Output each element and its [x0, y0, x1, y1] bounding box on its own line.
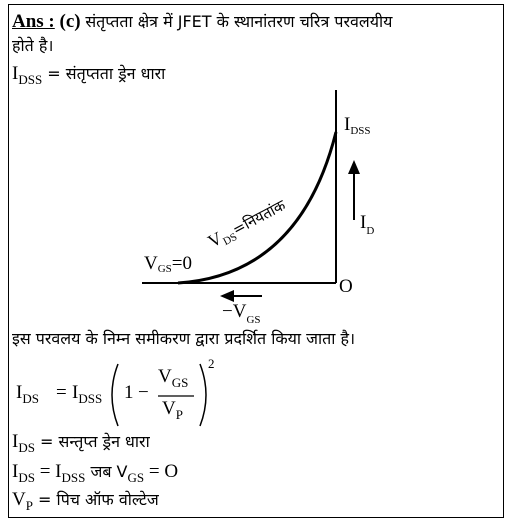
idss-meaning: = संतृप्तता ड्रेन धारा [42, 64, 166, 83]
answer-text-1: संतृप्तता क्षेत्र में JFET के स्थानांतरण चरित्र परवलयीय [85, 12, 393, 31]
formula-lhs: $I_{DS}$ [16, 382, 39, 406]
formula-power: 2 [208, 356, 215, 371]
vgs-zero-label: VGS=0 [144, 253, 193, 275]
def-vp: $V_P$ = पिच ऑफ वोल्टेज [12, 489, 159, 513]
neg-vgs-label: $-V_{GS}$ [222, 301, 261, 326]
vds-constant-label: $V_{DS}^{=नियतांक}$ [204, 195, 289, 252]
answer-label: Ans : [12, 11, 55, 32]
parabola-statement: इस परवलय के निम्न समीकरण द्वारा प्रदर्शित किया जाता है। [12, 329, 356, 348]
idss-formula [12, 356, 242, 430]
answer-line-2: होते है। [12, 36, 54, 55]
origin-label: O [339, 276, 353, 297]
formula-eq: = [56, 382, 67, 403]
idss-graph-label: $I_{DSS}$ [344, 114, 371, 137]
def-ids: $I_{DS}$ = सन्तृप्त ड्रेन धारा [12, 431, 150, 455]
formula-minus: − [138, 382, 149, 403]
formula-idss: $I_{DSS}$ [72, 382, 103, 406]
formula-one: 1 [124, 382, 134, 403]
id-graph-label: $I_D$ [360, 212, 375, 237]
idss-subscript: DSS [18, 71, 43, 87]
formula-numerator: $V_{GS}$ [158, 366, 189, 390]
id-arrow-head [348, 160, 360, 174]
idss-symbol: I [12, 63, 19, 84]
def-ids-condition: $I_{DS} = I_{DSS}$ जब $V_{GS} = O$ [12, 461, 179, 485]
formula-denominator: $V_P$ [162, 398, 183, 422]
answer-option: (c) [59, 11, 81, 32]
